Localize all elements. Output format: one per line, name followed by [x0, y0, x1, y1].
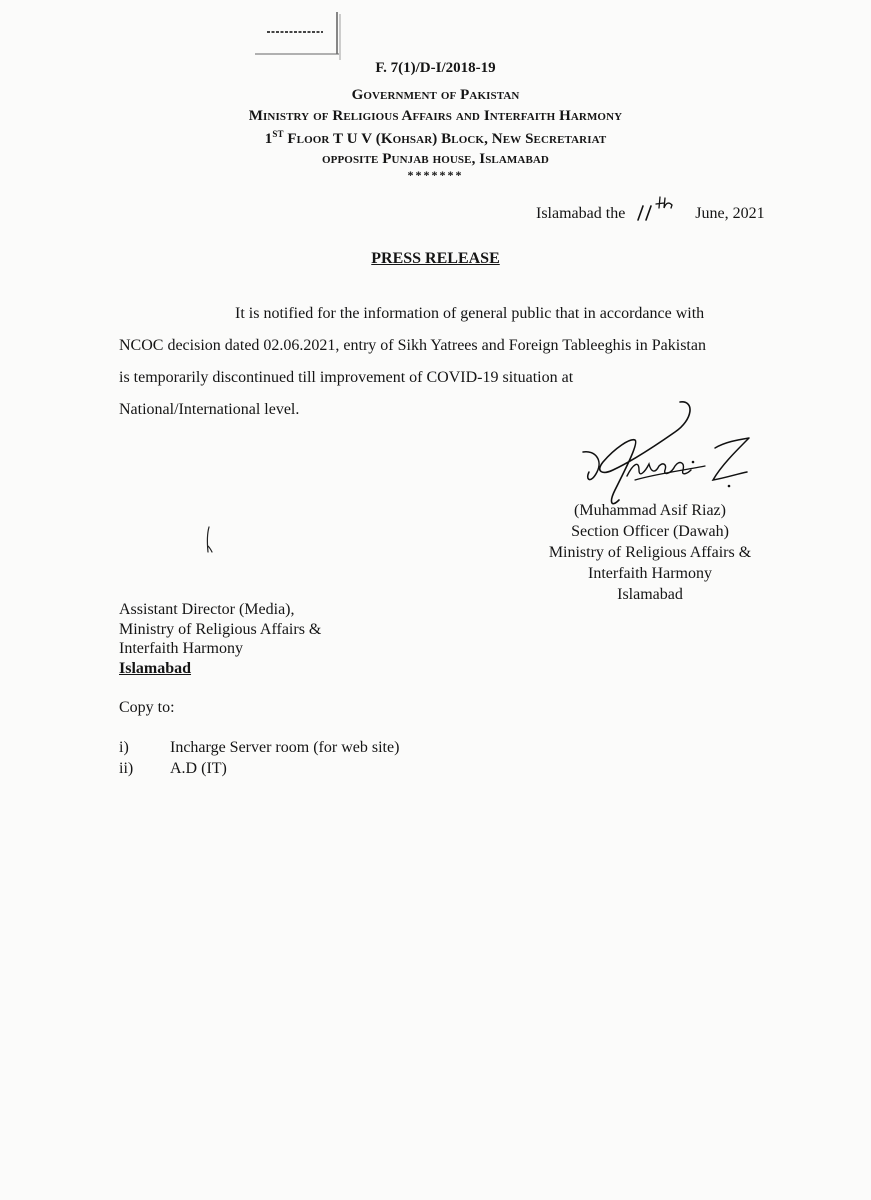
body-word: of [409, 369, 423, 386]
addressee-city: Islamabad [119, 659, 192, 677]
body-word: COVID-19 [426, 369, 499, 386]
list-item [119, 758, 399, 779]
list-item-number: ii) [119, 760, 134, 777]
signatory-org-line2: Interfaith Harmony [588, 565, 712, 582]
addressee-line: Assistant Director (Media), [119, 601, 295, 618]
body-word: situation [502, 369, 558, 386]
floor-address: Floor T U V (Kohsar) Block, New Secretariat [283, 131, 607, 147]
body-word: at [561, 369, 574, 386]
list-item [119, 737, 399, 758]
header-stars: ******* [407, 168, 464, 182]
list-item-text: Incharge Server room (for web site) [170, 739, 400, 756]
pen-mark [204, 526, 214, 554]
handwritten-day [634, 194, 682, 222]
addressee-block [119, 600, 321, 678]
addressee-line: Ministry of Religious Affairs & [119, 620, 322, 638]
signatory-name: (Muhammad Asif Riaz) [574, 502, 726, 519]
body-word: temporarily [133, 369, 209, 386]
file-number: F. 7(1)/D-I/2018-19 [375, 60, 496, 76]
body-line-justified [119, 362, 749, 394]
signatory-block [530, 500, 770, 605]
header-address-line2: opposite Punjab house, Islamabad [322, 151, 549, 167]
body-word: is [119, 369, 130, 386]
copy-to-list [119, 737, 399, 779]
press-release-title: PRESS RELEASE [371, 250, 500, 267]
floor-suffix: ST [272, 129, 284, 139]
date-prefix: Islamabad the [536, 205, 626, 222]
body-word: till [298, 369, 316, 386]
body-line: NCOC decision dated 02.06.2021, entry of Sikh Yatrees and Foreign Tableeghis in Pakistan [119, 337, 706, 354]
header-government: Government of Pakistan [351, 87, 520, 103]
body-word: discontinued [212, 369, 295, 386]
floor-number: 1 [264, 131, 273, 147]
header-address-line1 [0, 129, 871, 148]
handwritten-signature [575, 400, 755, 510]
list-item-text: A.D (IT) [170, 760, 227, 777]
body-word: improvement [319, 369, 406, 386]
header-ministry: Ministry of Religious Affairs and Interfaith Harmony [248, 108, 623, 124]
addressee-line: Interfaith Harmony [119, 640, 243, 657]
body-line: It is notified for the information of general public that in accordance with [235, 305, 705, 322]
copy-to-label: Copy to: [119, 699, 175, 716]
signatory-city: Islamabad [617, 586, 683, 603]
date-suffix: June, 2021 [695, 205, 765, 222]
signatory-org-line1: Ministry of Religious Affairs & [548, 544, 752, 561]
list-item-number: i) [119, 739, 129, 756]
signatory-designation: Section Officer (Dawah) [571, 523, 729, 540]
body-line: National/International level. [119, 401, 300, 418]
